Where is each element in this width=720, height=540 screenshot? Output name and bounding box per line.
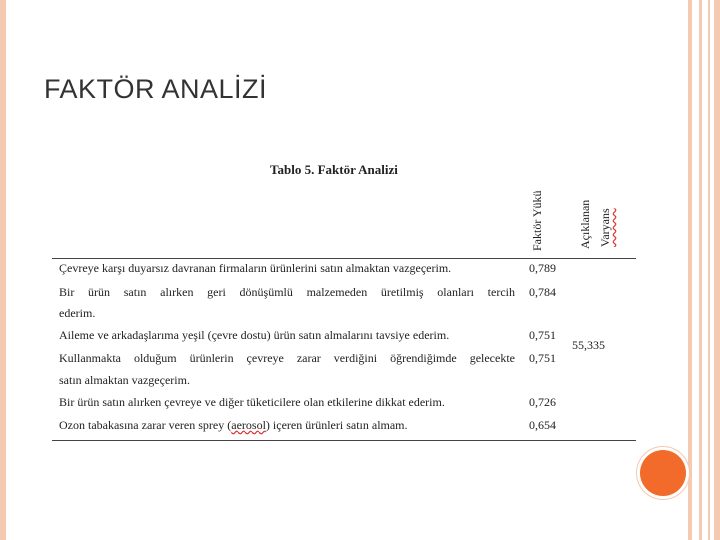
table-row-item-continuation: ederim. (59, 306, 96, 320)
table-bottom-rule (52, 440, 636, 441)
table-row-factor-loading: 0,726 (529, 395, 556, 409)
table-row-item-text: Bir ürün satın alırken çevreye ve diğer tüketicilere olan etkilerine dikkat ederim. (59, 395, 445, 409)
right-frame-stripe (699, 0, 702, 540)
table-row-factor-loading: 0,751 (529, 328, 556, 342)
column-header-explained: Açıklanan (578, 200, 592, 250)
table-row-item-text: Aileme ve arkadaşlarıma yeşil (çevre dostu) ürün satın almalarını tavsiye ederim. (59, 328, 450, 342)
table-row-item-text: Bir ürün satın alırken geri dönüşümlü malzemeden üretilmiş olanları tercih (59, 285, 515, 299)
table-row-item-text: Ozon tabakasına zarar veren sprey (aerosol) içeren ürünleri satın almam. (59, 418, 408, 432)
table-row-item-continuation: satın almaktan vazgeçerim. (59, 373, 190, 387)
table-row-factor-loading: 0,654 (529, 418, 556, 432)
column-header-variance: Varyans (598, 208, 612, 247)
table-row-item-text: Kullanmakta olduğum ürünlerin çevreye zarar verdiğini öğrendiğimde gelecekte (59, 351, 515, 365)
right-frame-stripe (688, 0, 692, 540)
column-header-factor-loading: Faktör Yükü (530, 190, 544, 251)
explained-variance-value: 55,335 (572, 338, 605, 352)
table-row-factor-loading: 0,789 (529, 261, 556, 275)
orange-circle-decoration (640, 450, 686, 496)
table-row-item-text: Çevreye karşı duyarsız davranan firmaların ürünlerini satın almaktan vazgeçerim. (59, 261, 452, 275)
table-row-factor-loading: 0,751 (529, 351, 556, 365)
right-frame-stripe (708, 0, 710, 540)
left-frame-stripe (0, 0, 6, 540)
slide-title: FAKTÖR ANALİZİ (44, 74, 268, 104)
right-frame-stripe (714, 0, 720, 540)
table-row-factor-loading: 0,784 (529, 285, 556, 299)
table-caption: Tablo 5. Faktör Analizi (270, 162, 398, 177)
